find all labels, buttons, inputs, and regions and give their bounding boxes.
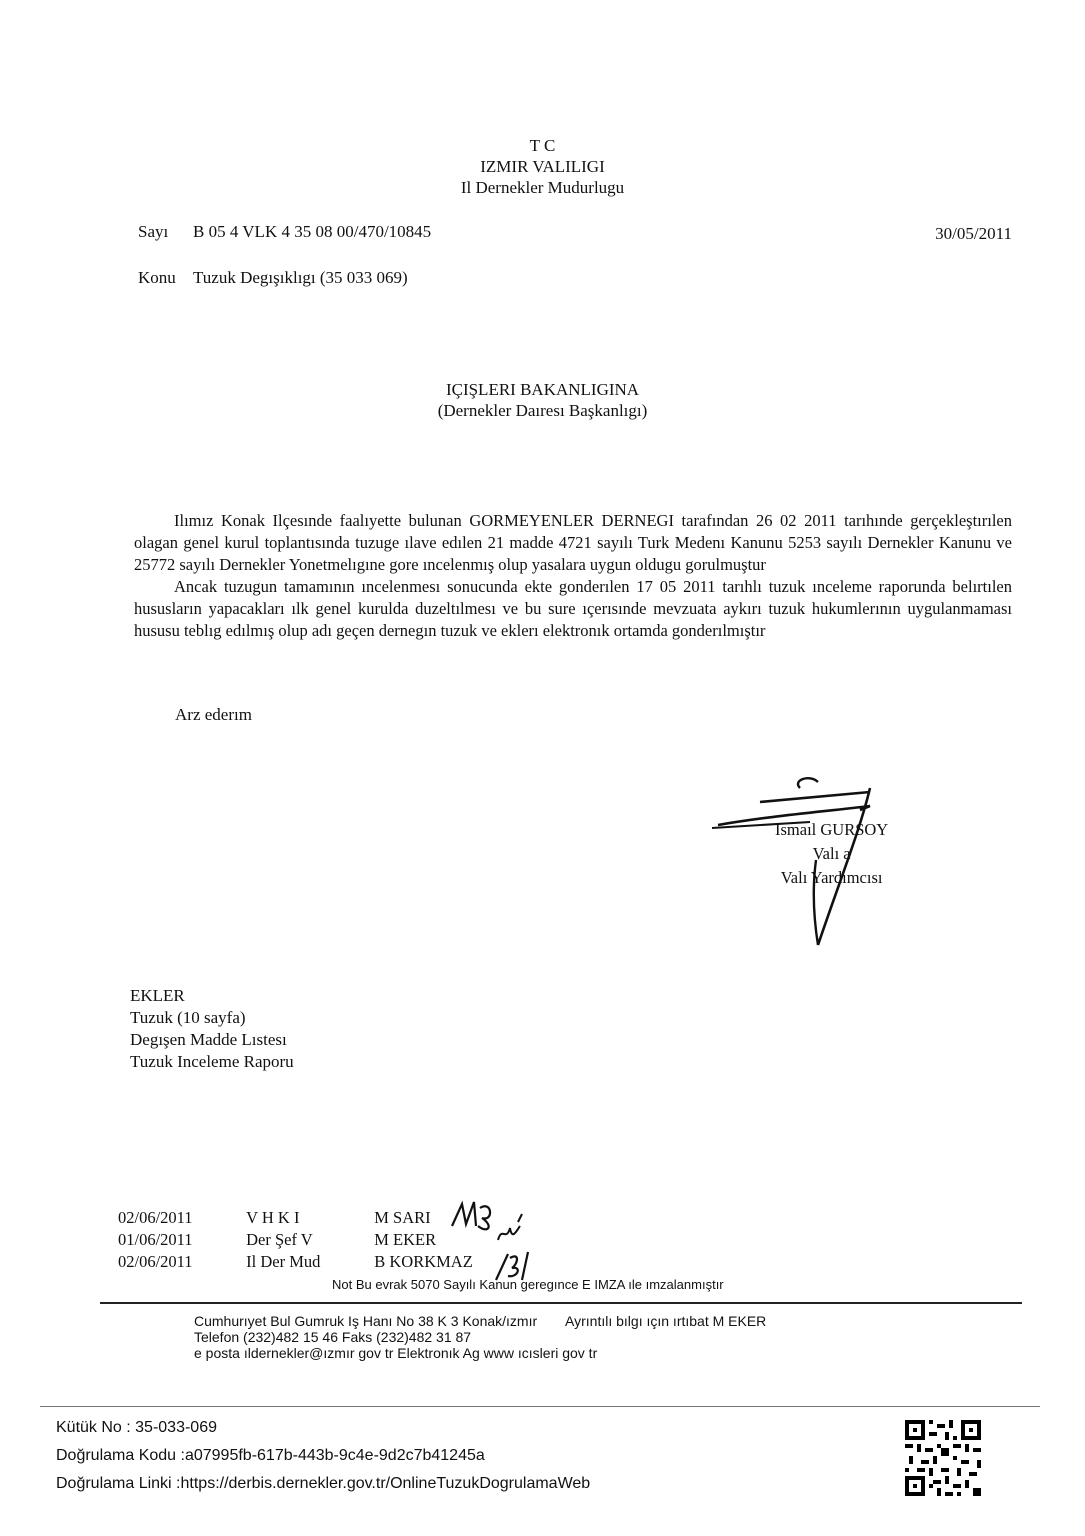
visa-name: M EKER <box>374 1230 437 1249</box>
letterhead-province: IZMIR VALILIGI <box>480 157 605 176</box>
konu-label: Konu <box>138 268 176 287</box>
contact-email: e posta ıldernekler@ızmır gov tr Elektronık Ag www ıcısleri gov tr <box>194 1345 598 1361</box>
visa-date: 01/06/2011 <box>118 1230 193 1249</box>
contact-address: Cumhurıyet Bul Gumruk Iş Hanı No 38 K 3 Konak/ızmır <box>194 1313 538 1329</box>
verification-code: Doğrulama Kodu :a07995fb-617b-443b-9c4e-9d2c7b41245a <box>56 1447 485 1464</box>
signatory-name: Ismaıl GURSOY <box>775 820 889 839</box>
closing-phrase: Arz ederım <box>175 705 252 724</box>
recipient <box>0 379 1085 421</box>
attachments <box>130 985 294 1073</box>
visa-date: 02/06/2011 <box>118 1208 193 1227</box>
recipient-department: (Dernekler Daıresı Başkanlıgı) <box>437 401 648 420</box>
signatory-title-2: Valı Yardımcısı <box>780 868 883 887</box>
attachment-item: Tuzuk Inceleme Raporu <box>130 1052 294 1071</box>
konu-value: Tuzuk Degışıklıgı (35 033 069) <box>193 268 408 287</box>
sayi-value: B 05 4 VLK 4 35 08 00/470/10845 <box>193 222 432 241</box>
verification-link[interactable]: Doğrulama Linki :https://derbis.dernekler.gov.tr/OnlineTuzukDogrulamaWeb <box>56 1475 591 1492</box>
letterhead <box>0 135 1085 198</box>
separator-line <box>100 1302 1022 1304</box>
e-signature-note: Not Bu evrak 5070 Sayılı Kanun geregınce E IMZA ıle ımzalanmıştır <box>332 1277 724 1292</box>
signatory-block <box>775 818 888 890</box>
letter-body <box>134 510 1012 642</box>
body-paragraph-1: Ilımız Konak Ilçesınde faalıyette bulunan GORMEYENLER DERNEGI tarafından 26 02 2011 tarıhınde gerçekleştırılen olagan genel kurul toplantısında tuzuge ılave edılen 21 madde 4721 sayılı Turk Medenı Kanunu 5253 sayılı Dernekler Kanunu ve 25772 sayılı Dernekler Yonetmelıgıne gore ıncelenmış olup yasalara uygun oldugu gorulmuştur <box>134 511 1012 574</box>
visa-date: 02/06/2011 <box>118 1252 193 1271</box>
letterhead-tc: T C <box>529 136 556 155</box>
qr-code-icon <box>905 1420 981 1496</box>
body-paragraph-2: Ancak tuzugun tamamının ıncelenmesı sonucunda ekte gonderılen 17 05 2011 tarıhlı tuzuk ınceleme raporunda belırtılen hususların yapacakları ılk genel kurulda duzeltılmesı ve bu sure ıçerısınde mevzuata aykırı tuzuk hukumlerının uygulanmaması hususu teblıg edılmış olup adı geçen dernegın tuzuk ve eklerı elektronık ortamda gonderılmıştır <box>134 577 1012 640</box>
visa-name: M SARI <box>374 1208 431 1227</box>
visa-role: Il Der Mud <box>246 1252 321 1271</box>
sayi-label: Sayı <box>138 222 169 241</box>
verification-footer <box>56 1414 590 1498</box>
recipient-ministry: IÇIŞLERI BAKANLIGINA <box>445 380 640 399</box>
visa-row <box>118 1208 431 1228</box>
contact-phone: Telefon (232)482 15 46 Faks (232)482 31 87 <box>194 1329 472 1345</box>
letterhead-office: Il Dernekler Mudurlugu <box>460 178 625 197</box>
document-date: 30/05/2011 <box>935 224 1012 243</box>
visa-row <box>118 1252 473 1272</box>
contact-block <box>194 1313 766 1361</box>
kutuk-number: Kütük No : 35-033-069 <box>56 1419 217 1436</box>
visa-role: Der Şef V <box>246 1230 313 1249</box>
attachment-item: Degışen Madde Lıstesı <box>130 1030 287 1049</box>
visa-row <box>118 1230 436 1250</box>
signatory-title-1: Valı a <box>812 844 851 863</box>
footer-separator <box>40 1406 1040 1407</box>
visa-name: B KORKMAZ <box>374 1252 473 1271</box>
attachments-heading: EKLER <box>130 986 185 1005</box>
visa-initials <box>448 1196 558 1286</box>
visa-role: V H K I <box>246 1208 300 1227</box>
contact-info: Ayrıntılı bılgı ıçın ırtıbat M EKER <box>565 1313 767 1329</box>
attachment-item: Tuzuk (10 sayfa) <box>130 1008 246 1027</box>
